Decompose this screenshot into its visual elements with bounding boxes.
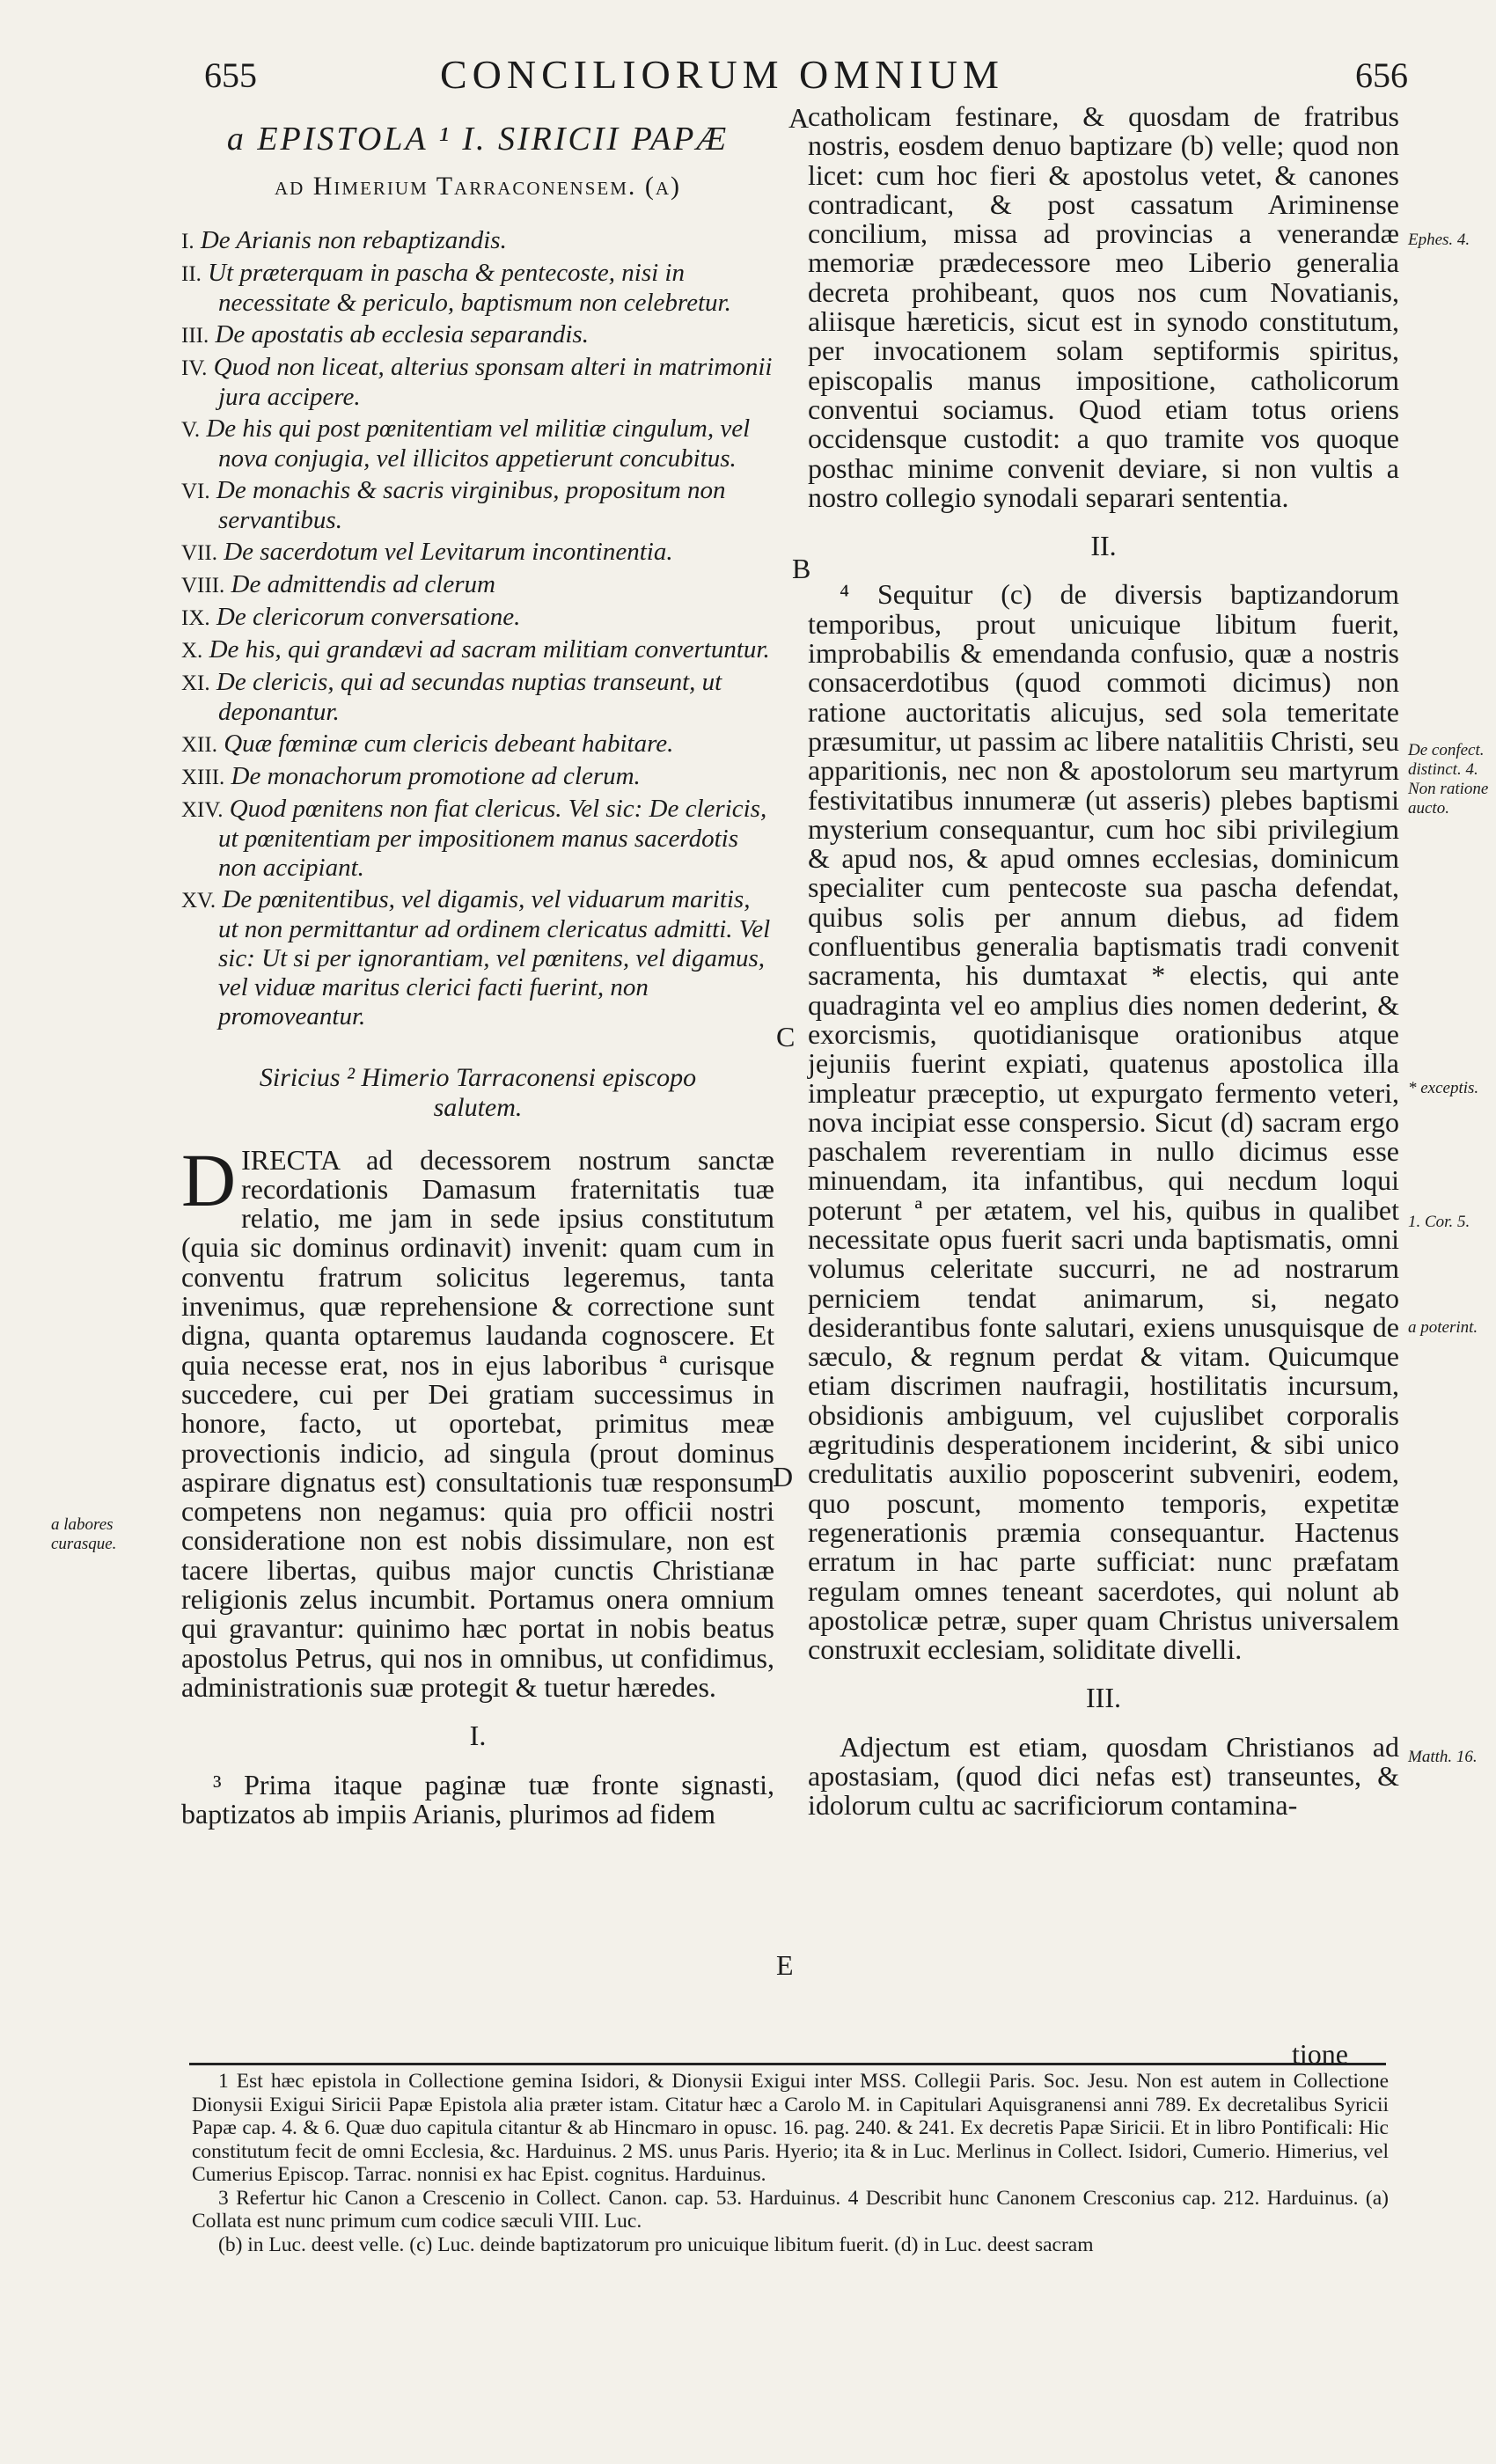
chapter-item: IV. Quod non liceat, alterius sponsam alteri in matrimonii jura accipere. — [181, 352, 773, 411]
right-text-2: ⁴ Sequitur (c) de diversis baptizandorum temporibus, prout unicuique libitum fuerit, improbabilis & emendanda confusio, quæ a nostris consacerdotibus (quod commoti dicimus) non ratione auctoritatis alicujus, sed sola temeritate præsumitur, ut passim ac libere natalitiis Christi, seu apparitionis, nec non & apostolorum seu martyrum festivitatibus innumeræ (ut asseris) plebes baptismi mysterium consequantur, cum hoc sibi privilegium & apud nos, & apud omnes ecclesias, dominicum specialiter cum pentecoste sua pascha defendat, quibus solis per annum diebus, ad fidem confluentibus generalia baptismatis tradi convenit sacramenta, his dumtaxat * electis, qui ante quadraginta vel eo amplius dies nomen dederint, & exorcismis, quotidianisque orationibus atque jejuniis fuerint expiati, quatenus apostolica illa impleatur præceptio, ut expurgato fermento veteri, nova incipiat esse conspersio. Sicut (d) sacram ergo paschalem reverentiam in nullo dicimus esse minuendam, ita infantibus, qui necdum loqui poterunt ª per ætatem, vel his, quibus in qualibet necessitate opus fuerit sacri unda baptismatis, omni volumus celeritate succurri, ne ad nostrarum perniciem tendat animarum, si, negato desiderantibus fonte salutari, exiens unusquisque de sæculo, & regnum perdat & vitam. Quicumque etiam discrimen naufragii, hostilitatis incursum, obsidionis ambiguum, vel cujuslibet corporalis ægritudinis desperationem inciderint, & sibi unico credulitatis auxilio poposcerint subveniri, eodem, quo poscunt, momento temporis, expetitæ regenerationis præmia consequantur. Hactenus erratum in hac parte sufficiat: nunc præfatam regulam omnes teneant sacerdotes, qui nolunt ab apostolicæ petræ, super quam Christus universalem construxit ecclesiam, soliditate divelli. — [808, 578, 1399, 1666]
drop-capital: D — [181, 1137, 237, 1222]
chapter-item: VI. De monachis & sacris virginibus, propositum non servantibus. — [181, 475, 726, 534]
right-column — [808, 102, 1399, 1821]
chapter-item: XIV. Quod pœnitens non fiat clericus. Vel sic: De clericis, ut pœnitentiam per impositionem manus sacerdotis non accipiant. — [181, 794, 767, 882]
chapter-item: XII. Quæ fœminæ cum clericis debeant habitare. — [181, 729, 674, 758]
gutter-mark-b: B — [792, 553, 811, 584]
chapter-item: XI. De clericis, qui ad secundas nuptias transeunt, ut deponantur. — [181, 667, 722, 726]
salutation: Siricius ² Himerio Tarraconensi episcopo salutem. — [259, 1062, 697, 1122]
gutter-mark-c: C — [776, 1021, 796, 1052]
footnote-block: (b) in Luc. deest velle. (c) Luc. deinde baptizatorum pro unicuique libitum fuerit. (d) in Luc. deest sacram — [218, 2233, 1094, 2256]
section-heading-1: I. — [469, 1720, 487, 1752]
footnote-block: 1 Est hæc epistola in Collectione gemina Isidori, & Dionysii Exigui inter MSS. Collegii Paris. Soc. Jesu. Non est autem in Collectione Dionysii Exigui Siricii Papæ Epistola alia præter istam. Citatur hæc a Carolo M. in Capitulari Aquisgranensi anni 789. Ex decretalibus Syricii Papæ cap. 4. & 6. Quæ duo capitula citantur & ab Hincmaro in opusc. 16. pag. 240. & 241. Ex decretis Papæ Siricii. Et in libro Pontificali: Hic constitutum fecit de omni Ecclesia, &c. Harduinus. 2 MS. unus Paris. Hyerio; ita & in Luc. Merlinus in Collect. Isidori, Cumerio. Himerius, vel Cumerius Episcop. Tarrac. nonnisi ex hac Epist. cognitus. Harduinus. — [192, 2070, 1389, 2186]
chapter-item: II. Ut præterquam in pascha & pentecoste, nisi in necessitate & periculo, baptismum non celebretur. — [181, 258, 731, 317]
chapter-item: XIII. De monachorum promotione ad clerum. — [181, 761, 641, 790]
chapter-item: XV. De pœnitentibus, vel digamis, vel viduarum maritis, ut non permittantur ad ordinem clericatus admitti. Vel sic: Ut si per ignorantiam, vel pœnitens, vel digamus, vel viduæ maritus clerici facti fuerint, non promoveantur. — [181, 884, 771, 1030]
gutter-mark-e: E — [776, 1949, 794, 1981]
page-number-left: 655 — [204, 55, 257, 95]
epistle-title: a EPISTOLA ¹ I. SIRICII PAPÆ — [226, 121, 730, 158]
chapter-list — [181, 226, 774, 1031]
chapter-item: I. De Arianis non rebaptizandis. — [181, 225, 507, 254]
gutter-mark-a: A — [788, 102, 810, 134]
section-1-text: ³ Prima itaque paginæ tuæ fronte signasti, baptizatos ab impiis Arianis, plurimos ad fidem — [181, 1768, 774, 1830]
chapter-item: V. De his qui post pœnitentiam vel militiæ cingulum, vel nova conjugia, vel illicitos appetierunt concubitus. — [181, 414, 751, 473]
footnote-block: 3 Refertur hic Canon a Crescenio in Collect. Canon. cap. 53. Harduinus. 4 Describit hunc Canonem Cresconius cap. 212. Harduinus. (a) Collata est nunc primum cum codice sæculi VIII. Luc. — [192, 2186, 1389, 2233]
chapter-item: X. De his, qui grandævi ad sacram militiam convertuntur. — [181, 634, 770, 664]
addressee-line: ad Himerium Tarraconensem. (a) — [274, 172, 682, 202]
right-text-1: catholicam festinare, & quosdam de fratribus nostris, eosdem denuo baptizare (b) velle; quod non licet: cum hoc fieri & apostolus vetet, & canones contradicant, & post cassatum Ariminense concilium, missa ad provincias a venerandæ memoriæ prædecessore meo Liberio generalia decreta prohibeant, quos nos cum Novatianis, aliisque hæreticis, sicut est in synodo constitutum, per invocationem solam septiformis spiritus, episcopalis manus impositione, catholicorum conventui sociamus. Quod etiam totus oriens occidensque custodit: a quo tramite vos quoque posthac minime convenit deviare, si non vultis a nostro collegio synodali separari sententia. — [808, 100, 1399, 513]
section-heading-2: II. — [1090, 530, 1117, 562]
margin-note-cor: 1. Cor. 5. — [1408, 1213, 1470, 1231]
section-heading-3: III. — [1086, 1682, 1121, 1714]
footnotes — [192, 2070, 1389, 2256]
margin-note-poterint: a poterint. — [1408, 1318, 1478, 1337]
chapter-item: IX. De clericorum conversatione. — [181, 602, 521, 631]
margin-note-matth: Matth. 16. — [1408, 1748, 1478, 1766]
footnote-rule — [189, 2063, 1386, 2065]
margin-note-exceptis: * exceptis. — [1408, 1079, 1479, 1097]
opening-text: IRECTA ad decessorem nostrum sanctæ recordationis Damasum fraternitatis tuæ relatio, me jam in sede ipsius constitutum (quia sic dominus ordinavit) invenit: quam cum in conventu fratrum solicitus legeremus, tanta invenimus, quæ reprehensione & correctione sunt digna, quanta optaremus laudanda cognoscere. Et quia necesse erat, nos in ejus laboribus ª curisque succedere, cui per Dei gratiam successimus in honore, facto, ut oportebat, primitus meæ provectionis indicio, ad singula (prout dominus aspirare dignatus est) consultationis tuæ responsum competens non negamus: quia pro officii nostri consideratione non est nobis dissimulare, non est tacere libertas, quibus major cunctis Christianæ religionis zelus incumbit. Portamus onera omnium qui gravantur: quinimo hæc portat in nobis beatus apostolus Petrus, qui nos in omnibus, ut confidimus, administrationis suæ protegit & tuetur hæredes. — [181, 1143, 774, 1703]
chapter-item: VIII. De admittendis ad clerum — [181, 569, 495, 598]
gutter-mark-d: D — [773, 1461, 794, 1492]
left-column — [181, 114, 774, 1829]
page-number-right: 656 — [1355, 55, 1408, 95]
catchword: tione — [1292, 2038, 1348, 2070]
running-title: CONCILIORUM OMNIUM — [440, 52, 1004, 97]
margin-note-left: a labores curasque. — [51, 1515, 117, 1553]
right-text-3: Adjectum est etiam, quosdam Christianos ad apostasiam, (quod dici nefas est) transeuntes, & idolorum cultu ac sacrificiorum contamina- — [808, 1730, 1399, 1822]
chapter-item: VII. De sacerdotum vel Levitarum incontinentia. — [181, 537, 673, 566]
margin-note-consecr: De confect. distinct. 4. Non ratione aucto. — [1408, 741, 1489, 818]
margin-note-ephes: Ephes. 4. — [1408, 231, 1470, 249]
chapter-item: III. De apostatis ab ecclesia separandis. — [181, 319, 589, 348]
opening-paragraph — [181, 1137, 774, 1703]
